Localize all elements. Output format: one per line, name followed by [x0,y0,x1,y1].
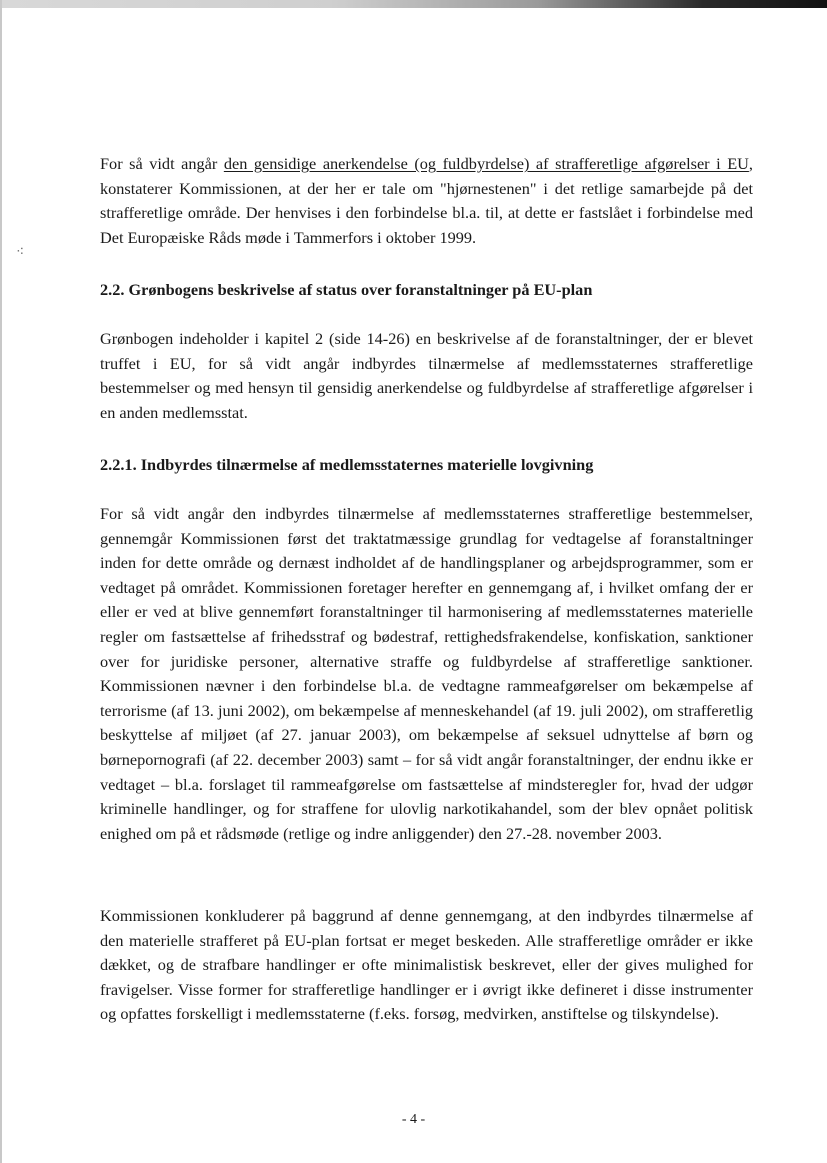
heading-section-2-2-1: 2.2.1. Indbyrdes tilnærmelse af medlemsstaternes materielle lovgivning [100,455,594,474]
paragraph-conclusion: Kommissionen konkluderer på baggrund af denne gennemgang, at den indbyrdes tilnærmelse af den materielle strafferet på EU-plan fortsat er meget beskeden. Alle strafferetlige områder er ikke dækket, og de strafbare handlinger er ofte minimalistisk beskrevet, eller der gives mulighed for fravigelser. Visse former for strafferetlige handlinger er i øvrigt ikke defineret i disse instrumenter og opfattes forskelligt i medlemsstaterne (f.eks. forsøg, medvirken, anstiftelse og tilskyndelse). [100,906,753,1024]
paragraph-greenbook-chapter: Grønbogen indeholder i kapitel 2 (side 14-26) en beskrivelse af de foranstaltninger, der er blevet truffet i EU, for så vidt angår indbyrdes tilnærmelse af medlemsstaternes strafferetlige bestemmelser og med hensyn til gensidig anerkendelse og fuldbyrdelse af strafferetlige afgørelser i en anden medlemsstat. [100,329,753,422]
scan-edge-left [0,0,2,1163]
paragraph-recognition-underlined: den gensidige anerkendelse (og fuldbyrdelse) af strafferetlige afgørelser i EU [223,154,749,173]
scan-edge-top [0,0,827,8]
paragraph-approximation: For så vidt angår den indbyrdes tilnærmelse af medlemsstaternes strafferetlige bestemmelser, gennemgår Kommissionen først det traktatmæssige grundlag for vedtagelse af foranstaltninger inden for dette område og dernæst indholdet af de handlingsplaner og arbejdsprogrammer, som er vedtaget på området. Kommissionen foretager herefter en gennemgang af, i hvilket omfang der er eller er ved at blive gennemført foranstaltninger til harmonisering af medlemsstaternes materielle regler om fastsættelse af frihedsstraf og bødestraf, rettighedsfrakendelse, konfiskation, sanktioner over for juridiske personer, alternative straffe og fuldbyrdelse af strafferetlige sanktioner. Kommissionen nævner i den forbindelse bl.a. de vedtagne rammeafgørelser om bekæmpelse af terrorisme (af 13. juni 2002), om bekæmpelse af menneskehandel (af 19. juli 2002), om strafferetlig beskyttelse af miljøet (af 27. januar 2003), om bekæmpelse af seksuel udnyttelse af børn og børnepornografi (af 22. december 2003) samt – for så vidt angår foranstaltninger, der endnu ikke er vedtaget – bl.a. forslaget til rammeafgørelse om fastsættelse af mindsteregler for, hvad der udgør kriminelle handlinger, og for straffene for ulovlig narkotikahandel, som der blev opnået politisk enighed om på et rådsmøde (retlige og indre anliggender) den 27.-28. november 2003. [100,504,753,843]
heading-section-2-2: 2.2. Grønbogens beskrivelse af status over foranstaltninger på EU-plan [100,280,593,299]
paragraph-recognition-lead: For så vidt angår [100,154,224,173]
paragraph-recognition-rest: , konstaterer Kommissionen, at der her er tale om "hjørnestenen" i det retlige samarbejde på det strafferetlige område. Der henvises i den forbindelse bl.a. til, at dette er fastslået i forbindelse med Det Europæiske Råds møde i Tammerfors i oktober 1999. [100,154,753,247]
scan-speck-mark: ⁖ [16,245,25,260]
paragraph-recognition [100,152,753,250]
page-number: - 4 - [401,1112,426,1127]
